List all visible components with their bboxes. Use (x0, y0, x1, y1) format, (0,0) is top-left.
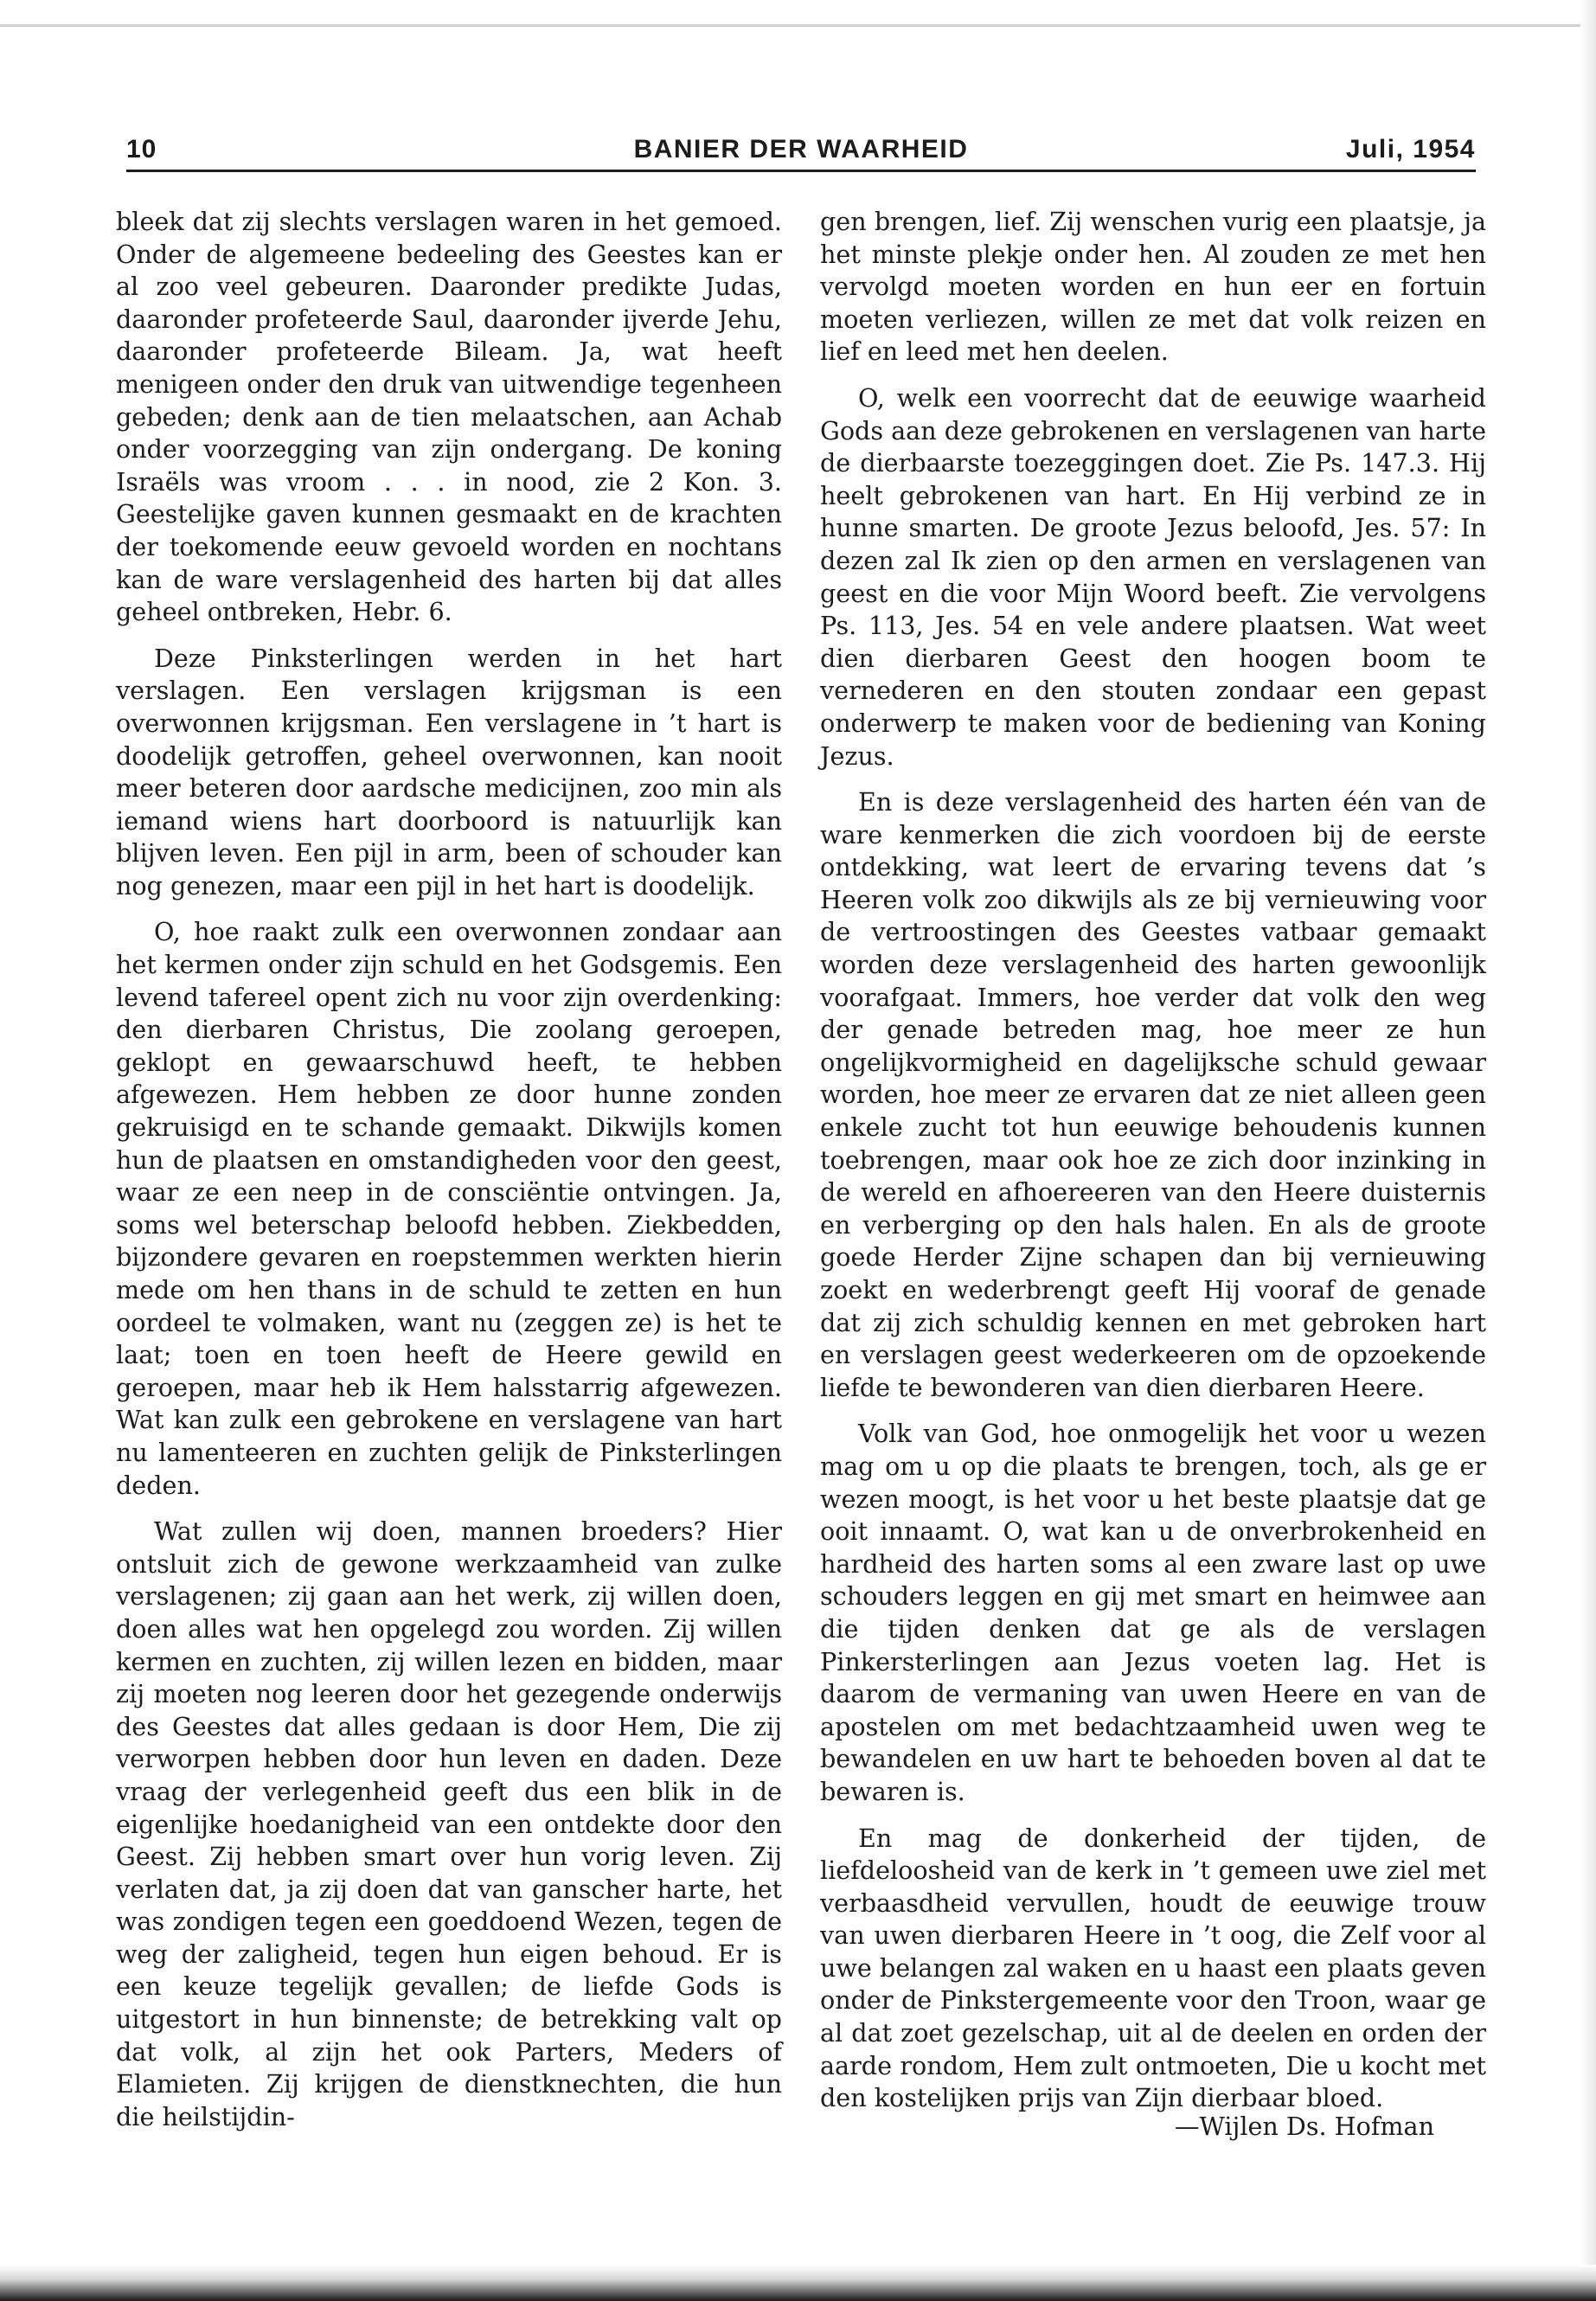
author-signature: —Wijlen Ds. Hofman (1174, 2112, 1434, 2141)
right-paragraph-3: En is deze verslagenheid des harten één van de ware kenmerken die zich voordoen bij de eerste ontdekking, wat leert de ervaring tevens dat ’s Heeren volk zoo dikwijls als ze bij vernieuwing voor de vertroostingen des Geestes vatbaar gemaakt worden deze verslagenheid des harten gewoonlijk voorafgaat. Immers, hoe verder dat volk den weg der genade betreden mag, hoe meer ze hun ongelijkvormigheid en dagelijksche schuld gewaar worden, hoe meer ze ervaren dat ze niet alleen geen enkele zucht tot hun eeuwige behoudenis kunnen toebrengen, maar ook hoe ze zich door inzinking in de wereld en afhoereeren van den Heere duisternis en verberging op den hals halen. En als de groote goede Herder Zijne schapen dan bij vernieuwing zoekt en wederbrengt geeft Hij vooraf de genade dat zij zich schuldig kennen en met gebroken hart en verslagen geest wederkeeren om de opzoekende liefde te bewonderen van dien dierbaren Heere. (820, 787, 1486, 1402)
left-paragraph-3: O, hoe raakt zulk een overwonnen zondaar aan het kermen onder zijn schuld en het Godsgemis. Een levend tafereel opent zich nu voor zijn overdenking: den dierbaren Christus, Die zoolang geroepen, geklopt en gewaarschuwd heeft, te hebben afgewezen. Hem hebben ze door hunne zonden gekruisigd en te schande gemaakt. Dikwijls komen hun de plaatsen en omstandigheden voor den geest, waar ze een neep in de consciëntie ontvingen. Ja, soms wel beterschap beloofd hebben. Ziekbedden, bijzondere gevaren en roepstemmen werkten hierin mede om hen thans in de schuld te zetten en hun oordeel te volmaken, want nu (zeggen ze) is het te laat; toen en toen heeft de Heere gewild en geroepen, maar heb ik Hem halsstarrig afgewezen. Wat kan zulk een gebrokene en verslagene van hart nu lamenteeren en zuchten gelijk de Pinksterlingen deden. (116, 917, 782, 1500)
page-edge-top (0, 24, 1596, 27)
page-edge-right (1580, 0, 1596, 2301)
left-paragraph-4: Wat zullen wij doen, mannen broeders? Hier ontsluit zich de gewone werkzaamheid van zulke verslagenen; zij gaan aan het werk, zij willen doen, doen alles wat hen opgelegd zou worden. Zij willen kermen en zuchten, zij willen lezen en bidden, maar zij moeten nog leeren door het gezegende onderwijs des Geestes dat alles gedaan is door Hem, Die zij verworpen hebben door hun leven en daden. Deze vraag der verlegenheid geeft dus een blik in de eigenlijke hoedanigheid van een ontdekte door den Geest. Zij hebben smart over hun vorig leven. Zij verlaten dat, ja zij doen dat van ganscher harte, het was zondigen tegen een goeddoend Wezen, tegen de weg der zaligheid, tegen hun eigen behoud. Er is een keuze tegelijk gevallen; de liefde Gods is uitgestort in hun binnenste; de betrekking valt op dat volk, al zijn het ook Parters, Meders of Elamieten. Zij krijgen de dienstknechten, die hun die heilstijdin- (116, 1516, 782, 2131)
header-rule (126, 170, 1476, 172)
issue-date: Juli, 1954 (1345, 135, 1476, 163)
right-paragraph-2: O, welk een voorrecht dat de eeuwige waarheid Gods aan deze gebrokenen en verslagenen van harte de dierbaarste toezeggingen doet. Zie Ps. 147.3. Hij heelt gebrokenen van hart. En Hij verbind ze in hunne smarten. De groote Jezus beloofd, Jes. 57: In dezen zal Ik zien op den armen en verslagenen van geest en die voor Mijn Woord beeft. Zie vervolgens Ps. 113, Jes. 54 en vele andere plaatsen. Wat weet dien dierbaren Geest den hoogen boom te vernederen en den stouten zondaar een gepast onderwerp te maken voor de bediening van Koning Jezus. (820, 382, 1486, 771)
right-paragraph-4: Volk van God, hoe onmogelijk het voor u wezen mag om u op die plaats te brengen, toch, als ge er wezen moogt, is het voor u het beste plaatsje dat ge ooit innaamt. O, wat kan u de onverbrokenheid en hardheid des harten soms al een zware last op uwe schouders leggen en gij met smart en heimwee aan die tijden denken dat ge als de verslagen Pinkersterlingen aan Jezus voeten lag. Het is daarom de vermaning van uwen Heere en van de apostelen om met bedachtzaamheid uwen weg te bewandelen en uw hart te behoeden boven al dat te bewaren is. (820, 1419, 1486, 1806)
right-column (820, 206, 1486, 2129)
page-edge-bottom (0, 2265, 1596, 2301)
left-column (116, 206, 782, 2147)
left-paragraph-1: bleek dat zij slechts verslagen waren in het gemoed. Onder de algemeene bedeeling des Geestes kan er al zoo veel gebeuren. Daaronder predikte Judas, daaronder profeteerde Saul, daaronder ijverde Jehu, daaronder profeteerde Bileam. Ja, wat heeft menigeen onder den druk van uitwendige tegenheen gebeden; denk aan de tien melaatschen, aan Achab onder voorzegging van zijn ondergang. De koning Israëls was vroom . . . in nood, zie 2 Kon. 3. Geestelijke gaven kunnen gesmaakt en de krachten der toekomende eeuw gevoeld worden en nochtans kan de ware verslagenheid des harten bij dat alles geheel ontbreken, Hebr. 6. (116, 207, 782, 627)
right-paragraph-5: En mag de donkerheid der tijden, de liefdeloosheid van de kerk in ’t gemeen uwe ziel met verbaasdheid vervullen, houdt de eeuwige trouw van uwen dierbaren Heere in ’t oog, die Zelf voor al uwe belangen zal waken en u haast een plaats geven onder de Pinkstergemeente voor den Troon, waar ge al dat zoet gezelschap, uit al de deelen en orden der aarde rondom, Hem zult ontmoeten, Die u kocht met den kostelijken prijs van Zijn dierbaar bloed. (820, 1823, 1486, 2113)
journal-title: BANIER DER WAARHEID (633, 135, 969, 163)
right-paragraph-1: gen brengen, lief. Zij wenschen vurig een plaatsje, ja het minste plekje onder hen. Al zouden ze met hen vervolgd moeten worden en hun eer en fortuin moeten verliezen, willen ze met dat volk reizen en lief en leed met hen deelen. (820, 207, 1486, 367)
page-number: 10 (126, 135, 157, 163)
left-paragraph-2: Deze Pinksterlingen werden in het hart verslagen. Een verslagen krijgsman is een overwonnen krijgsman. Een verslagene in ’t hart is doodelijk getroffen, geheel overwonnen, kan nooit meer beteren door aardsche medicijnen, zoo min als iemand wiens hart doorboord is natuurlijk kan blijven leven. Een pijl in arm, been of schouder kan nog genezen, maar een pijl in het hart is doodelijk. (116, 643, 782, 901)
page-header (126, 130, 1476, 175)
